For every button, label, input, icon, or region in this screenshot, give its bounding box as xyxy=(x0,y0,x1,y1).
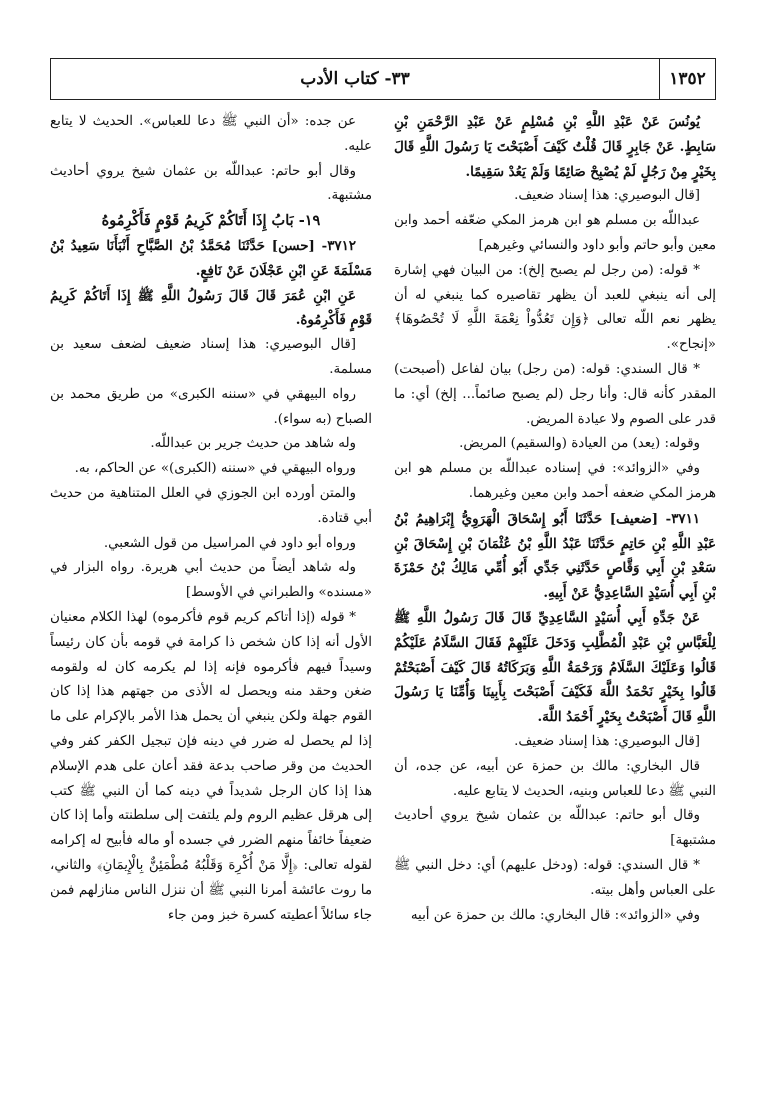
commentary-paragraph: وله شاهد من حديث جرير بن عبداللّه. xyxy=(150,436,356,452)
commentary-paragraph: وقال أبو حاتم: عبداللّه بن عثمان شيخ يروي أحاديث مشتبهة] xyxy=(394,808,716,849)
commentary-paragraph: [قال البوصيري: هذا إسناد ضعيف لضعف سعيد بن مسلمة. xyxy=(50,337,372,377)
page-number: ١٣٥٢ xyxy=(659,59,715,99)
hadith-text: عَنْ جَدِّهِ أَبِي أُسَيْدٍ السَّاعِدِيِّ قَالَ قَالَ رَسُولُ اللَّهِ ﷺ لِلْعَبَّاسِ بْنِ عَبْدِ الْمُطَّلِبِ وَدَخَلَ عَلَيْهِمْ فَقَالَ السَّلَامُ عَلَيْكُمْ قَالُوا وَعَلَيْكَ السَّلَامُ وَرَحْمَةُ اللَّهِ وَبَرَكَاتُهُ قَالَ كَيْفَ أَصْبَحْتُمْ قَالُوا بِخَيْرٍ نَحْمَدُ اللَّهَ فَكَيْفَ أَصْبَحْتَ بِأَبِينَا وَأُمِّنَا يَا رَسُولَ اللَّهِ قَالَ أَصْبَحْتُ بِخَيْرٍ أَحْمَدُ اللَّهَ. xyxy=(394,609,716,726)
commentary-paragraph: * قوله: (من رجل لم يصبح إلخ): من البيان فهي إشارة إلى أنه ينبغي للعبد أن يظهر تقاصيره كما ينبغي له أن يظهر نعم اللّه تعالى ﴿وَإِن تَعُدُّواْ نِعْمَةَ اللَّهِ لَا تُحْصُوهَا﴾ «إنجاح». xyxy=(394,262,716,353)
hadith-text: عَنِ ابْنِ عُمَرَ قَالَ قَالَ رَسُولُ اللَّهِ ﷺ إِذَا أَتَاكُمْ كَرِيمُ قَوْمٍ فَأَكْرِمُوهُ. xyxy=(50,287,372,329)
commentary-paragraph: وفي «الزوائد»: قال البخاري: مالك بن حمزة عن أبيه xyxy=(410,907,700,923)
commentary-paragraph: وقوله: (يعد) من العيادة (والسقيم) المريض. xyxy=(459,436,700,452)
commentary-paragraph: [قال البوصيري: هذا إسناد ضعيف. xyxy=(514,733,700,749)
book-title: ٣٣- كتاب الأدب xyxy=(300,69,410,89)
hadith-text: ٣٧١٢- [حسن] حَدَّثَنَا مُحَمَّدُ بْنُ الصَّبَّاحِ أَنْبَأَنَا سَعِيدُ بْنُ مَسْلَمَةَ عَنِ ابْنِ عَجْلَانَ عَنْ نَافِعٍ. xyxy=(50,237,372,279)
page-header xyxy=(50,58,716,100)
hadith-text: ٣٧١١- [ضعيف] حَدَّثَنَا أَبُو إِسْحَاقَ الْهَرَوِيُّ إِبْرَاهِيمُ بْنُ عَبْدِ اللَّهِ بْنِ حَاتِمٍ حَدَّثَنَا عَبْدُ اللَّهِ بْنُ عُثْمَانَ بْنِ إِسْحَاقَ بْنِ سَعْدِ بْنِ أَبِي وَقَّاصٍ حَدَّثَنِي جَدِّي أَبُو أُمِّي مَالِكُ بْنُ حَمْزَةَ بْنِ أَبِي أُسَيْدٍ السَّاعِدِيُّ عَنْ أَبِيهِ. xyxy=(394,510,716,602)
commentary-paragraph: * قوله (إذا أتاكم كريم قوم فأكرموه) لهذا الكلام معنيان الأول أنه إذا كان شخص ذا كرامة في قومه بأن كان رئيساً وسيداً فيهم فأكرموه فإنه إذا لم يكرمه كان له ولقومه ضغن وحقد منه ويحصل له الأذى من جهتهم هذا إذا كان القوم جهلة ولكن ينبغي أن يحمل هذا الأمر بالإكرام على ما إذا لم يحصل له ضرر في دينه فإن تبجيل الكفر كفر وفي الحديث من وقر صاحب بدعة فقد أعان على هدم الإسلام هذا إذا كان الرجل شديداً في دينه كما أن النبي ﷺ كتب إلى هرقل عظيم الروم ولم يلتفت إلى سلطنته وأما إذا كان ضعيفاً خائفاً منهم الضرر في جسده أو ماله فأبيح له إكرامه لقوله تعالى: ﴿إِلَّا مَنْ أُكْرِهَ وَقَلْبُهُ مُطْمَئِنٌّ بِالْإِيمَانِ﴾ والثاني، ما روت عائشة أمرنا النبي ﷺ أن ننزل الناس منازلهم فمن جاء سائلاً أعطيته كسرة خبز ومن جاء xyxy=(50,609,372,923)
right-column xyxy=(394,110,716,1100)
commentary-paragraph: رواه البيهقي في «سننه الكبرى» من طريق محمد بن الصباح (به سواء). xyxy=(50,386,372,427)
hadith-text: يُونُسَ عَنْ عَبْدِ اللَّهِ بْنِ مُسْلِمٍ عَنْ عَبْدِ الرَّحْمَنِ بْنِ سَابِطٍ. عَنْ جَابِرٍ قَالَ قُلْتُ كَيْفَ أَصْبَحْتَ يَا رَسُولَ اللَّهِ قَالَ بِخَيْرٍ مِنْ رَجُلٍ لَمْ يُصْبِحْ صَائِمًا وَلَمْ يَعُدْ سَقِيمًا. xyxy=(394,114,716,180)
chapter-heading: ١٩- بَابُ إِذَا أَتَاكُمْ كَرِيمُ قَوْمٍ فَأَكْرِمُوهُ xyxy=(101,212,321,230)
commentary-paragraph: * قال السندي: قوله: (ودخل عليهم) أي: دخل النبي ﷺ على العباس وأهل بيته. xyxy=(394,857,716,898)
commentary-paragraph: والمتن أورده ابن الجوزي في العلل المتناهية من حديث أبي قتادة. xyxy=(50,485,372,526)
commentary-paragraph: ورواه البيهقي في «سننه (الكبرى)» عن الحاكم، به. xyxy=(74,461,356,477)
commentary-paragraph: قال البخاري: مالك بن حمزة عن أبيه، عن جده، أن النبي ﷺ دعا للعباس وبنيه، الحديث لا يتابع عليه. xyxy=(394,758,716,799)
commentary-paragraph: وله شاهد أيضاً من حديث أبي هريرة. رواه البزار في «مسنده» والطبراني في الأوسط] xyxy=(50,560,372,601)
left-column xyxy=(50,110,372,1100)
commentary-paragraph: [قال البوصيري: هذا إسناد ضعيف. xyxy=(514,188,700,204)
commentary-paragraph: وقال أبو حاتم: عبداللّه بن عثمان شيخ يروي أحاديث مشتبهة. xyxy=(50,163,372,204)
commentary-paragraph: * قال السندي: قوله: (من رجل) بيان لفاعل (أصبحت) المقدر كأنه قال: وأنا رجل (لم يصبح صائماً... إلخ) أي: ما قدر على الصوم ولا عيادة المريض. xyxy=(394,361,716,427)
commentary-paragraph: عن جده: «أن النبي ﷺ دعا للعباس». الحديث لا يتابع عليه. xyxy=(50,114,372,154)
commentary-paragraph: وفي «الزوائد»: في إسناده عبداللّه بن مسلم هو ابن هرمز المكي ضعفه أحمد وابن معين وغيرهما. xyxy=(394,461,716,501)
commentary-paragraph: عبداللّه بن مسلم هو ابن هرمز المكي ضعّفه أحمد وابن معين وأبو حاتم وأبو داود والنسائي وغيرهم] xyxy=(394,213,716,253)
commentary-paragraph: ورواه أبو داود في المراسيل من قول الشعبي. xyxy=(103,535,356,551)
